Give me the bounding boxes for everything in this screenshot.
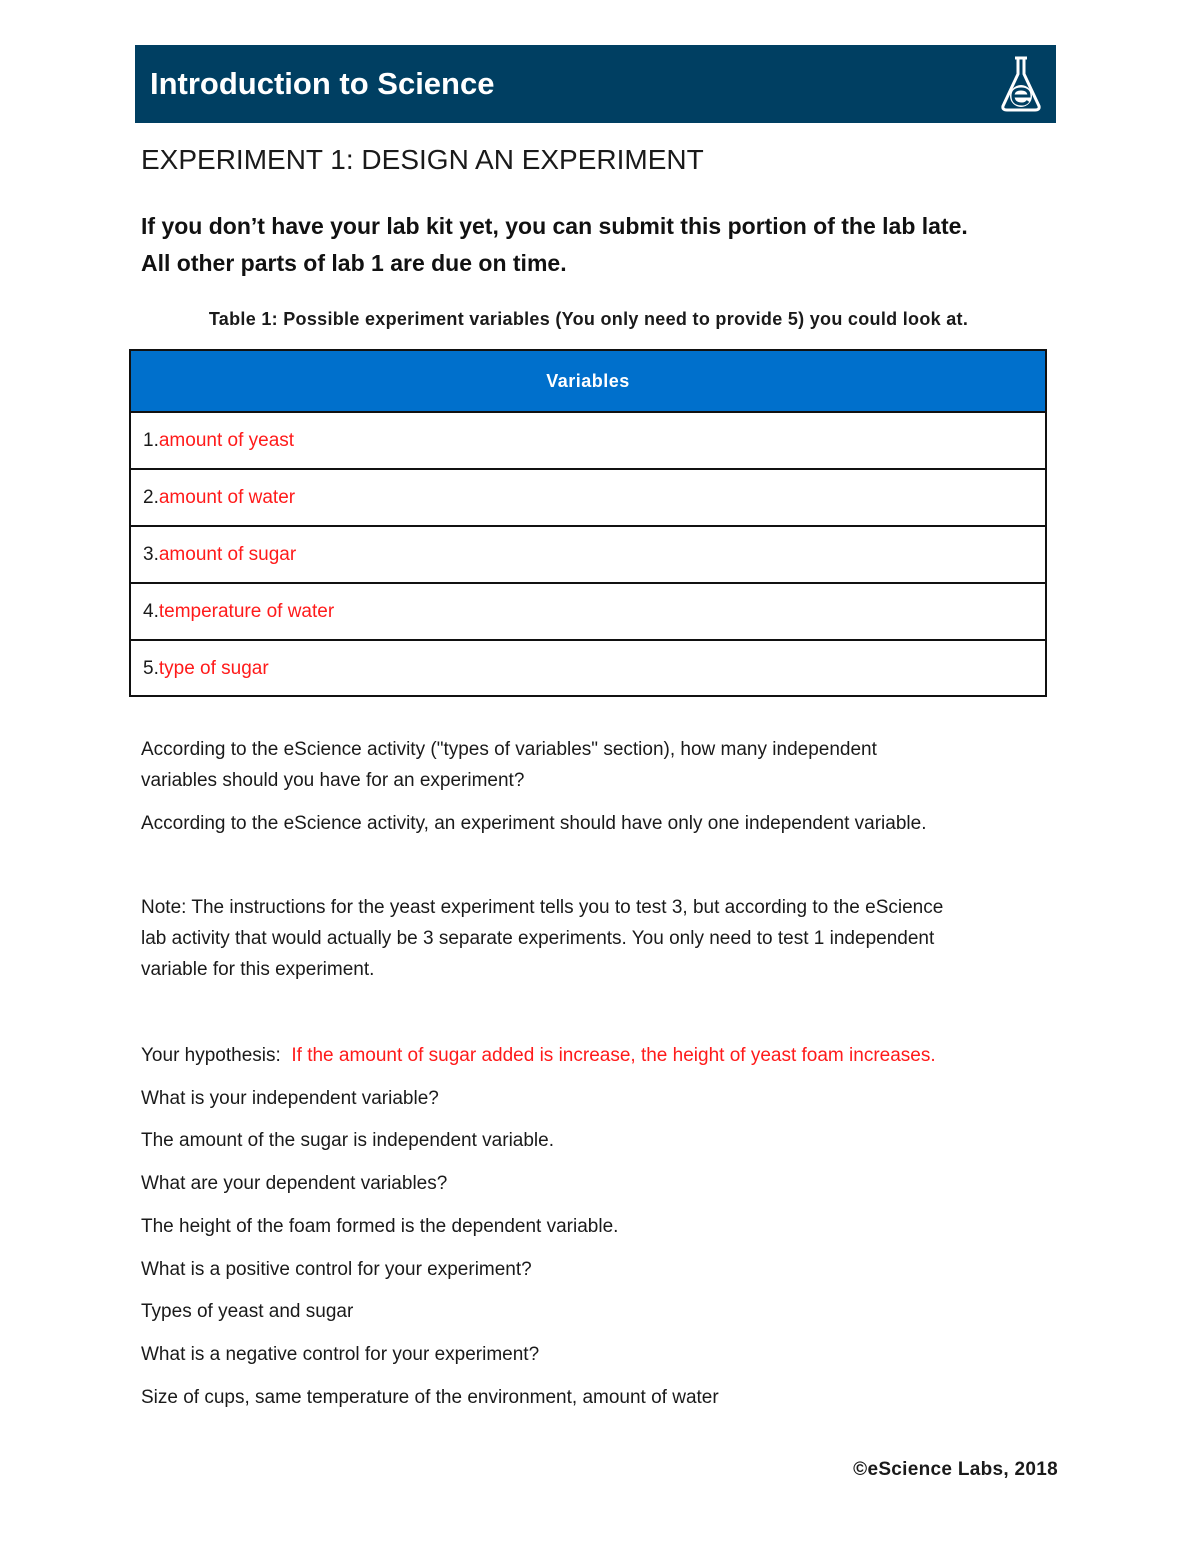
answer-independent-count: According to the eScience activity, an experiment should have only one independent variable. [141, 813, 927, 834]
table-row [131, 584, 1045, 641]
hypothesis-answer: If the amount of sugar added is increase, the height of yeast foam increases. [291, 1045, 936, 1066]
course-title: Introduction to Science [150, 66, 495, 101]
question-independent: What is your independent variable? [141, 1088, 439, 1109]
notice-line-1: If you don’t have your lab kit yet, you can submit this portion of the lab late. [141, 213, 968, 239]
question-dependent: What are your dependent variables? [141, 1173, 448, 1194]
row-value: amount of water [158, 487, 296, 508]
escience-flask-logo-icon [998, 54, 1044, 114]
experiment-title: EXPERIMENT 1: DESIGN AN EXPERIMENT [141, 144, 704, 175]
row-number: 4. [143, 601, 159, 622]
table-row [131, 413, 1045, 470]
row-value: amount of sugar [158, 544, 297, 565]
note-line: Note: The instructions for the yeast experiment tells you to test 3, but according to the eScience [141, 897, 944, 918]
answer-independent: The amount of the sugar is independent variable. [141, 1130, 554, 1151]
variables-table [129, 349, 1047, 697]
submission-notice [141, 208, 1071, 282]
table-caption: Table 1: Possible experiment variables (You only need to provide 5) you could look at. [208, 309, 969, 329]
table-row [131, 527, 1045, 584]
table-row [131, 470, 1045, 527]
question-positive-control: What is a positive control for your experiment? [141, 1259, 532, 1280]
question-independent-count [141, 734, 1061, 796]
row-value: temperature of water [158, 601, 335, 622]
note-line: variable for this experiment. [141, 959, 375, 980]
table-row [131, 641, 1045, 695]
answer-positive-control: Types of yeast and sugar [141, 1301, 354, 1322]
question-negative-control: What is a negative control for your experiment? [141, 1344, 540, 1365]
header-banner [135, 45, 1056, 123]
hypothesis-label: Your hypothesis: [141, 1045, 281, 1066]
row-number: 2. [143, 487, 159, 508]
answer-negative-control: Size of cups, same temperature of the environment, amount of water [141, 1387, 719, 1408]
question-line: According to the eScience activity ("types of variables" section), how many independent [141, 739, 877, 760]
row-number: 5. [143, 658, 159, 679]
note-line: lab activity that would actually be 3 separate experiments. You only need to test 1 independent [141, 928, 935, 949]
row-value: type of sugar [158, 658, 269, 679]
note-paragraph [141, 892, 1061, 985]
answer-dependent: The height of the foam formed is the dependent variable. [141, 1216, 619, 1237]
row-number: 1. [143, 430, 159, 451]
copyright-footer: ©eScience Labs, 2018 [853, 1459, 1058, 1480]
row-number: 3. [143, 544, 159, 565]
question-line: variables should you have for an experiment? [141, 770, 525, 791]
hypothesis [141, 1040, 1061, 1071]
table-header: Variables [131, 351, 1045, 413]
row-value: amount of yeast [158, 430, 295, 451]
notice-line-2: All other parts of lab 1 are due on time. [141, 250, 567, 276]
